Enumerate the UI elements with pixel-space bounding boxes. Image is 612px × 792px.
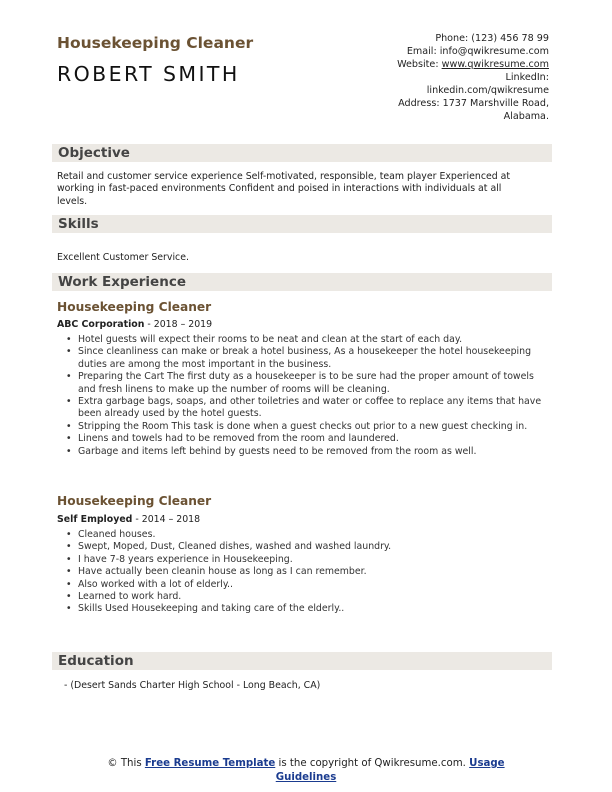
section-education-heading: Education [52, 652, 552, 670]
list-item: • Hotel guests will expect their rooms to be neat and clean at the start of each day. [66, 334, 546, 346]
contact-email: Email: info@qwikresume.com [406, 46, 549, 57]
copyright-footer [0, 757, 612, 785]
list-item: • Learned to work hard. [66, 591, 546, 603]
education-text: - (Desert Sands Charter High School - Long Beach, CA) [64, 680, 321, 691]
contact-address-line1: Address: 1737 Marshville Road, [398, 98, 549, 109]
list-item: • Preparing the Cart The first duty as a housekeeper is to be sure had the proper amount of towels and fresh linens to make up the number of rooms will be cleaning. [66, 371, 546, 396]
list-item: • Extra garbage bags, soaps, and other toiletries and water or coffee to replace any items that have been already used by the hotel guests. [66, 396, 546, 421]
job-title-2: Housekeeping Cleaner [57, 494, 212, 508]
contact-linkedin-label: LinkedIn: [505, 72, 549, 83]
job-company-2: Self Employed [57, 514, 133, 525]
job-dates-1: - 2018 – 2019 [144, 319, 213, 330]
list-item: • I have 7-8 years experience in Housekeeping. [66, 554, 546, 566]
job-dates-2: - 2014 – 2018 [132, 514, 201, 525]
list-item: • Also worked with a lot of elderly.. [66, 579, 546, 591]
free-resume-template-link[interactable]: Free Resume Template [144, 758, 276, 769]
job-company-1: ABC Corporation [57, 319, 145, 330]
contact-linkedin-url: linkedin.com/qwikresume [426, 85, 549, 96]
list-item: • Garbage and items left behind by guests need to be removed from the room as well. [66, 446, 546, 458]
website-link[interactable]: www.qwikresume.com [441, 59, 549, 70]
section-work-heading: Work Experience [52, 273, 552, 291]
objective-text [57, 171, 547, 208]
usage-guidelines-link-cont[interactable]: Guidelines [275, 772, 337, 783]
job-bullets-1 [66, 334, 546, 458]
list-item: • Skills Used Housekeeping and taking care of the elderly.. [66, 603, 546, 615]
list-item: • Stripping the Room This task is done when a guest checks out prior to a new guest checking in. [66, 421, 546, 433]
objective-line: working in fast-paced environments Confident and poised in interactions with individuals at all [57, 183, 502, 195]
job-meta-1 [57, 319, 212, 330]
footer-prefix: © This [107, 758, 145, 769]
candidate-name: ROBERT SMITH [57, 62, 240, 86]
header-job-title: Housekeeping Cleaner [57, 34, 254, 52]
list-item: • Have actually been cleanin house as long as I can remember. [66, 566, 546, 578]
job-title-1: Housekeeping Cleaner [57, 300, 212, 314]
usage-guidelines-link[interactable]: Usage [469, 758, 505, 769]
contact-address-line2: Alabama. [503, 111, 549, 122]
footer-line-2 [0, 771, 612, 785]
section-skills-heading: Skills [52, 215, 552, 233]
objective-line: Retail and customer service experience Self-motivated, responsible, team player Experienced at [57, 171, 511, 182]
contact-block [309, 32, 549, 123]
contact-phone: Phone: (123) 456 78 99 [435, 33, 549, 44]
job-bullets-2 [66, 529, 546, 616]
list-item: • Linens and towels had to be removed from the room and laundered. [66, 433, 546, 445]
list-item: • Cleaned houses. [66, 529, 546, 541]
objective-line: levels. [57, 195, 88, 207]
contact-website [309, 58, 549, 71]
list-item: • Since cleanliness can make or break a hotel business, As a housekeeper the hotel housekeeping duties are among the most important in the business. [66, 346, 546, 371]
footer-line-1 [0, 757, 612, 771]
skills-text: Excellent Customer Service. [57, 252, 189, 263]
list-item: • Swept, Moped, Dust, Cleaned dishes, washed and washed laundry. [66, 541, 546, 553]
job-meta-2 [57, 514, 200, 525]
footer-middle: is the copyright of Qwikresume.com. [275, 758, 470, 769]
section-objective-heading: Objective [52, 144, 552, 162]
website-label: Website: [397, 59, 442, 70]
